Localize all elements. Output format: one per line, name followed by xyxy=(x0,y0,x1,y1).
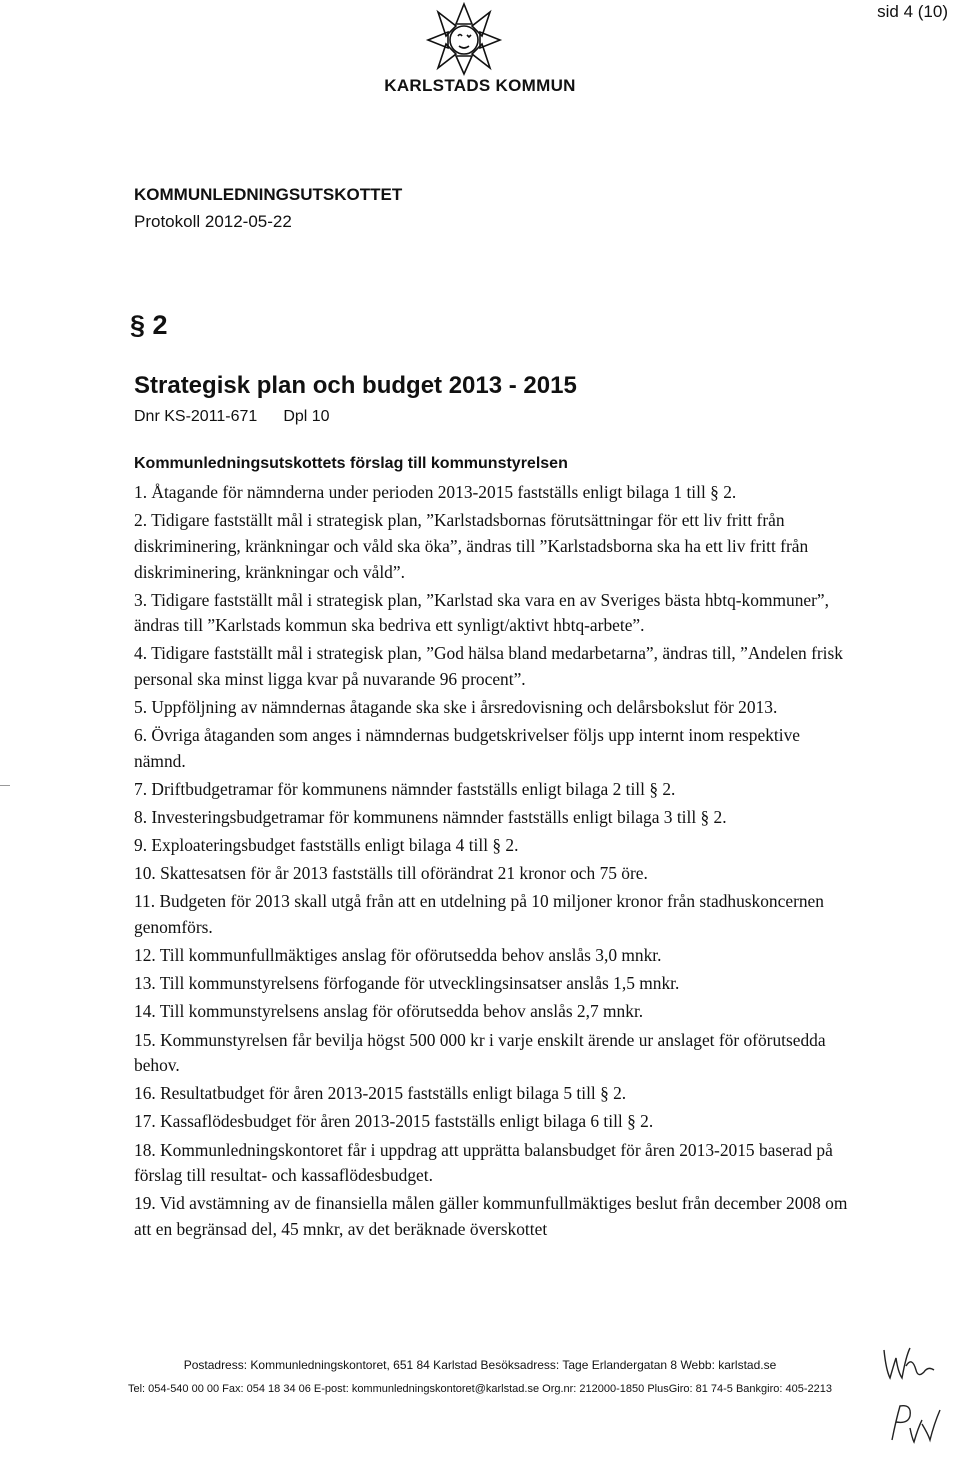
list-item: 12. Till kommunfullmäktiges anslag för oförutsedda behov anslås 3,0 mnkr. xyxy=(134,945,662,966)
list-item: 8. Investeringsbudgetramar för kommunens nämnder fastställs enligt bilaga 3 till § 2. xyxy=(134,807,727,828)
footer-contact: Tel: 054-540 00 00 Fax: 054 18 34 06 E-post: kommunledningskontoret@karlstad.se Org.nr: 212000-1850 PlusGiro: 81 74-5 Bankgiro: 405-2213 xyxy=(128,1383,832,1395)
list-item: 19. Vid avstämning av de finansiella målen gäller kommunfullmäktiges beslut från december 2008 om att en begränsad del, 45 mnkr, av det beräknade överskottet xyxy=(134,1193,848,1240)
list-item: 5. Uppföljning av nämndernas åtagande ska ske i årsredovisning och delårsbokslut för 2013. xyxy=(134,697,778,718)
signature-initials-icon xyxy=(886,1400,946,1446)
list-item: 4. Tidigare fastställt mål i strategisk plan, ”God hälsa bland medarbetarna”, ändras till, ”Andelen frisk personal ska minst ligga kvar på nuvarande 96 procent”. xyxy=(134,643,843,690)
list-item: 18. Kommunledningskontoret får i uppdrag att upprätta balansbudget för åren 2013-2015 baserad på förslag till resultat- och kassaflödesbudget. xyxy=(134,1139,833,1186)
signature-initials-icon xyxy=(880,1340,946,1388)
list-item: 10. Skattesatsen för år 2013 fastställs till oförändrat 21 kronor och 75 öre. xyxy=(134,863,648,884)
sun-logo-icon xyxy=(422,2,506,76)
scan-edge-mark xyxy=(0,785,10,786)
list-item: 17. Kassaflödesbudget för åren 2013-2015 fastställs enligt bilaga 6 till § 2. xyxy=(134,1111,654,1132)
organization-name: KARLSTADS KOMMUN xyxy=(384,76,576,95)
diary-number: Dnr KS-2011-671 xyxy=(134,408,258,425)
list-item: 15. Kommunstyrelsen får bevilja högst 500 000 kr i varje enskilt ärende ur anslaget för oförutsedda behov. xyxy=(134,1029,826,1076)
reference-numbers xyxy=(134,408,330,426)
list-item: 16. Resultatbudget för åren 2013-2015 fastställs enligt bilaga 5 till § 2. xyxy=(134,1083,627,1104)
list-item: 1. Åtagande för nämnderna under perioden 2013-2015 fastställs enligt bilaga 1 till § 2. xyxy=(134,482,737,502)
proposal-heading: Kommunledningsutskottets förslag till kommunstyrelsen xyxy=(134,455,568,472)
decision-list xyxy=(134,480,854,1245)
list-item: 14. Till kommunstyrelsens anslag för oförutsedda behov anslås 2,7 mnkr. xyxy=(134,1001,644,1022)
list-item: 6. Övriga åtaganden som anges i nämndernas budgetskrivelser följs upp internt inom respektive nämnd. xyxy=(134,725,800,771)
list-item: 3. Tidigare fastställt mål i strategisk plan, ”Karlstad ska vara en av Sveriges bästa hbtq-kommuner”, ändras till ”Karlstads kommun ska bedriva ett synligt/aktivt hbtq-arbete”. xyxy=(134,589,829,636)
list-item: 9. Exploateringsbudget fastställs enligt bilaga 4 till § 2. xyxy=(134,835,519,856)
committee-name: KOMMUNLEDNINGSUTSKOTTET xyxy=(134,185,403,204)
page-number: sid 4 (10) xyxy=(877,2,948,21)
filing-plan-number: Dpl 10 xyxy=(283,408,330,425)
list-item: 7. Driftbudgetramar för kommunens nämnder fastställs enligt bilaga 2 till § 2. xyxy=(134,779,676,800)
list-item: 2. Tidigare fastställt mål i strategisk plan, ”Karlstadsbornas förutsättningar för ett liv fritt från diskriminering, kränkningar och våld ska öka”, ändras till ”Karlstadsborna ska ha ett liv fritt från diskriminering, kränkningar och våld”. xyxy=(134,510,809,582)
footer-address: Postadress: Kommunledningskontoret, 651 84 Karlstad Besöksadress: Tage Erlandergatan 8 Webb: karlstad.se xyxy=(183,1358,777,1372)
list-item: 11. Budgeten för 2013 skall utgå från att en utdelning på 10 miljoner kronor från stadhuskoncernen genomförs. xyxy=(134,891,824,938)
protocol-date: Protokoll 2012-05-22 xyxy=(134,212,292,231)
document-title: Strategisk plan och budget 2013 - 2015 xyxy=(134,372,577,399)
list-item: 13. Till kommunstyrelsens förfogande för utvecklingsinsatser anslås 1,5 mnkr. xyxy=(134,973,680,994)
section-number: § 2 xyxy=(130,310,168,340)
